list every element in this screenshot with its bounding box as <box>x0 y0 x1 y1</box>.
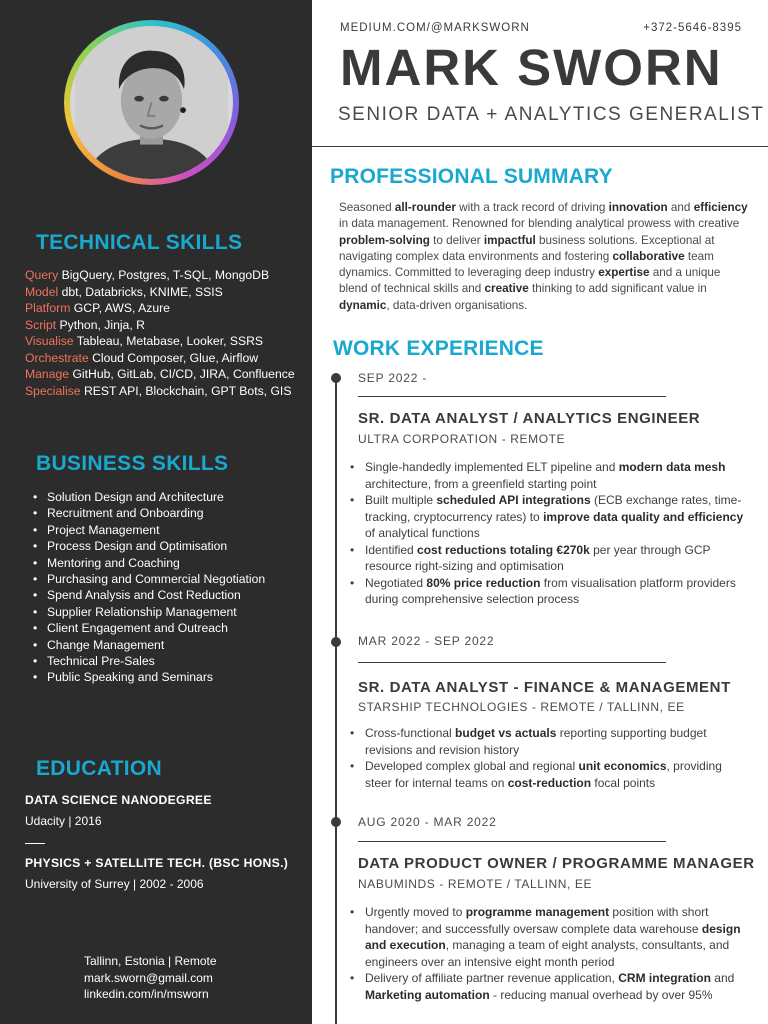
business-skill-item: • Solution Design and Architecture <box>33 489 303 505</box>
body-text: focal points <box>591 775 656 790</box>
education-divider <box>25 843 45 844</box>
profile-photo-frame <box>64 20 239 185</box>
emphasis-text: cost reductions totaling €270k <box>417 542 590 557</box>
job-company: ULTRA CORPORATION - REMOTE <box>358 432 566 446</box>
emphasis-text: improve data quality and efficiency <box>543 509 744 524</box>
body-text: architecture, from a greenfield starting point <box>365 476 597 491</box>
body-text: position with short handover; and successfully oversaw complete data warehouse <box>365 905 709 936</box>
sidebar <box>0 0 312 1024</box>
education-degree: DATA SCIENCE NANODEGREE <box>25 793 212 807</box>
technical-skill-row <box>25 350 305 367</box>
body-text: Delivery of affiliate partner revenue application, <box>365 971 619 985</box>
job-date: AUG 2020 - MAR 2022 <box>358 815 497 829</box>
job-title: SR. DATA ANALYST - FINANCE & MANAGEMENT <box>358 679 731 696</box>
skill-values: BigQuery, Postgres, T-SQL, MongoDB <box>61 268 270 282</box>
business-skill-item: • Supplier Relationship Management <box>33 604 303 620</box>
business-skill-item: • Change Management <box>33 637 303 653</box>
emphasis-text: impactful <box>483 233 536 247</box>
technical-skill-row <box>25 317 305 334</box>
technical-skill-row <box>25 333 305 350</box>
phone-number: +372-5646-8395 <box>643 22 742 34</box>
emphasis-text: efficiency <box>693 201 748 214</box>
job-date-rule <box>358 396 666 397</box>
emphasis-text: modern data mesh <box>618 460 726 474</box>
job-title: DATA PRODUCT OWNER / PROGRAMME MANAGER <box>358 855 755 872</box>
job-company: STARSHIP TECHNOLOGIES - REMOTE / TALLINN, EE <box>358 700 685 714</box>
body-text: Negotiated <box>365 575 427 590</box>
job-bullet-item <box>348 758 748 791</box>
emphasis-text: programme management <box>465 905 610 919</box>
business-skill-item: • Client Engagement and Outreach <box>33 620 303 636</box>
body-text: and a unique blend of technical skills and <box>339 266 721 296</box>
technical-skill-row <box>25 383 305 400</box>
emphasis-text: all-rounder <box>394 201 456 214</box>
emphasis-text: scheduled API integrations <box>436 493 591 507</box>
body-text: Identified <box>365 542 418 557</box>
job-bullet-item <box>348 492 748 542</box>
education-degree: PHYSICS + SATELLITE TECH. (BSC HONS.) <box>25 856 289 870</box>
skill-category: Manage <box>25 367 70 381</box>
timeline-dot <box>331 817 341 827</box>
body-text: (ECB exchange rates, time-tracking, cryptocurrency rates) to <box>365 493 742 524</box>
skill-category: Query <box>25 268 59 282</box>
business-skill-item: • Mentoring and Coaching <box>33 555 303 571</box>
header-divider <box>312 146 768 147</box>
business-skill-item: • Public Speaking and Seminars <box>33 669 303 685</box>
job-bullet-item <box>348 459 748 492</box>
skill-values: REST API, Blockchain, GPT Bots, GIS <box>83 383 292 398</box>
skill-category: Model <box>25 284 59 299</box>
technical-skills-heading: TECHNICAL SKILLS <box>36 231 243 254</box>
education-heading: EDUCATION <box>36 757 162 780</box>
body-text: team dynamics. Committed to leveraging deep industry <box>339 249 714 280</box>
body-text: business solutions. Exceptional at navigating complex data environments and fostering <box>339 233 715 263</box>
location-text: Tallinn, Estonia | Remote <box>84 954 217 968</box>
body-text: , providing steer for internal teams on <box>365 759 722 790</box>
linkedin-link[interactable]: linkedin.com/in/msworn <box>84 987 209 1001</box>
job-date-rule <box>358 841 666 842</box>
skill-category: Orchestrate <box>25 350 89 365</box>
body-text: - reducing manual overhead by over 95% <box>489 987 713 1002</box>
skill-values: Python, Jinja, R <box>59 317 145 332</box>
technical-skill-row <box>25 366 305 383</box>
emphasis-text: Marketing automation <box>365 987 490 1002</box>
business-skills-heading: BUSINESS SKILLS <box>36 452 229 475</box>
body-text: in data management. Renowned for blending analytical prowess with creative <box>339 217 740 231</box>
profile-photo <box>70 26 233 179</box>
technical-skill-row <box>25 300 305 317</box>
skill-values: dbt, Databricks, KNIME, SSIS <box>61 284 223 299</box>
job-bullet-item <box>348 725 748 758</box>
emphasis-text: collaborative <box>612 249 685 263</box>
technical-skill-row <box>25 284 305 301</box>
body-text: of analytical functions <box>365 526 480 540</box>
business-skill-item: • Technical Pre-Sales <box>33 653 303 669</box>
candidate-role: SENIOR DATA + ANALYTICS GENERALIST <box>338 104 765 125</box>
emphasis-text: innovation <box>608 201 668 214</box>
business-skill-item: • Purchasing and Commercial Negotiation <box>33 571 303 587</box>
education-school: University of Surrey | 2002 - 2006 <box>25 877 204 891</box>
body-text: per year through GCP resource right-sizing and optimisation <box>365 542 711 573</box>
job-bullet-item <box>348 970 748 1003</box>
body-text: Seasoned <box>339 201 395 214</box>
emphasis-text: unit economics <box>578 759 667 773</box>
business-skill-item: • Process Design and Optimisation <box>33 538 303 554</box>
job-bullets <box>348 459 748 608</box>
emphasis-text: expertise <box>598 266 650 280</box>
education-school: Udacity | 2016 <box>25 814 102 828</box>
job-bullets <box>348 904 748 1003</box>
body-text: and <box>710 971 735 985</box>
body-text: Built multiple <box>365 493 437 507</box>
emphasis-text: design and execution <box>365 921 741 952</box>
body-text: to deliver <box>429 233 484 247</box>
website-link[interactable]: MEDIUM.COM/@MARKSWORN <box>340 22 530 34</box>
technical-skill-row <box>25 267 305 284</box>
job-date-rule <box>358 662 666 663</box>
job-bullet-item <box>348 904 748 970</box>
job-date: MAR 2022 - SEP 2022 <box>358 634 495 648</box>
body-text: with a track record of driving <box>455 201 609 214</box>
emphasis-text: 80% price reduction <box>426 575 541 590</box>
body-text: reporting supporting budget revisions and revision history <box>365 726 707 757</box>
technical-skills-list <box>25 267 305 399</box>
body-text: , data-driven organisations. <box>386 298 528 312</box>
job-title: SR. DATA ANALYST / ANALYTICS ENGINEER <box>358 410 701 427</box>
body-text: thinking to add significant value in <box>528 282 707 296</box>
job-bullet-item <box>348 542 748 575</box>
body-text: from visualisation platform providers during comprehensive selection process <box>365 575 736 606</box>
business-skill-item: • Project Management <box>33 522 303 538</box>
emphasis-text: creative <box>484 282 529 296</box>
body-text: , managing a team of eight analysts, consultants, and engineers over an intensive eight month period <box>365 938 730 969</box>
candidate-name: MARK SWORN <box>340 39 723 96</box>
emphasis-text: cost-reduction <box>507 775 592 790</box>
timeline-dot <box>331 373 341 383</box>
business-skills-list <box>33 489 303 686</box>
professional-summary-text <box>339 200 749 314</box>
job-date: SEP 2022 - <box>358 371 428 385</box>
emphasis-text: problem-solving <box>339 233 430 247</box>
emphasis-text: CRM integration <box>618 971 711 985</box>
emphasis-text: budget vs actuals <box>455 726 557 740</box>
skill-category: Visualise <box>25 334 74 348</box>
skill-values: GCP, AWS, Azure <box>73 301 170 315</box>
skill-category: Platform <box>25 301 71 315</box>
education-entry <box>25 856 305 891</box>
skill-values: GitHub, GitLab, CI/CD, JIRA, Confluence <box>72 367 295 381</box>
timeline-dot <box>331 637 341 647</box>
skill-values: Cloud Composer, Glue, Airflow <box>92 350 259 365</box>
education-entry <box>25 793 305 828</box>
job-bullet-item <box>348 575 748 608</box>
job-bullets <box>348 725 748 791</box>
email-link[interactable]: mark.sworn@gmail.com <box>84 970 213 985</box>
body-text: and <box>667 201 694 214</box>
job-company: NABUMINDS - REMOTE / TALLINN, EE <box>358 877 593 891</box>
business-skill-item: • Spend Analysis and Cost Reduction <box>33 587 303 603</box>
skill-category: Specialise <box>25 383 81 398</box>
emphasis-text: dynamic <box>339 298 387 312</box>
skill-category: Script <box>25 317 57 332</box>
work-experience-heading: WORK EXPERIENCE <box>333 337 544 360</box>
body-text: Developed complex global and regional <box>365 759 579 773</box>
business-skill-item: • Recruitment and Onboarding <box>33 505 303 521</box>
contact-info <box>84 953 217 1003</box>
body-text: Single-handedly implemented ELT pipeline and <box>365 460 619 474</box>
body-text: Urgently moved to <box>365 905 466 919</box>
professional-summary-heading: PROFESSIONAL SUMMARY <box>330 165 613 188</box>
portrait-image <box>70 26 233 179</box>
body-text: Cross-functional <box>365 726 456 740</box>
timeline-line <box>335 378 337 1024</box>
skill-values: Tableau, Metabase, Looker, SSRS <box>76 334 264 348</box>
